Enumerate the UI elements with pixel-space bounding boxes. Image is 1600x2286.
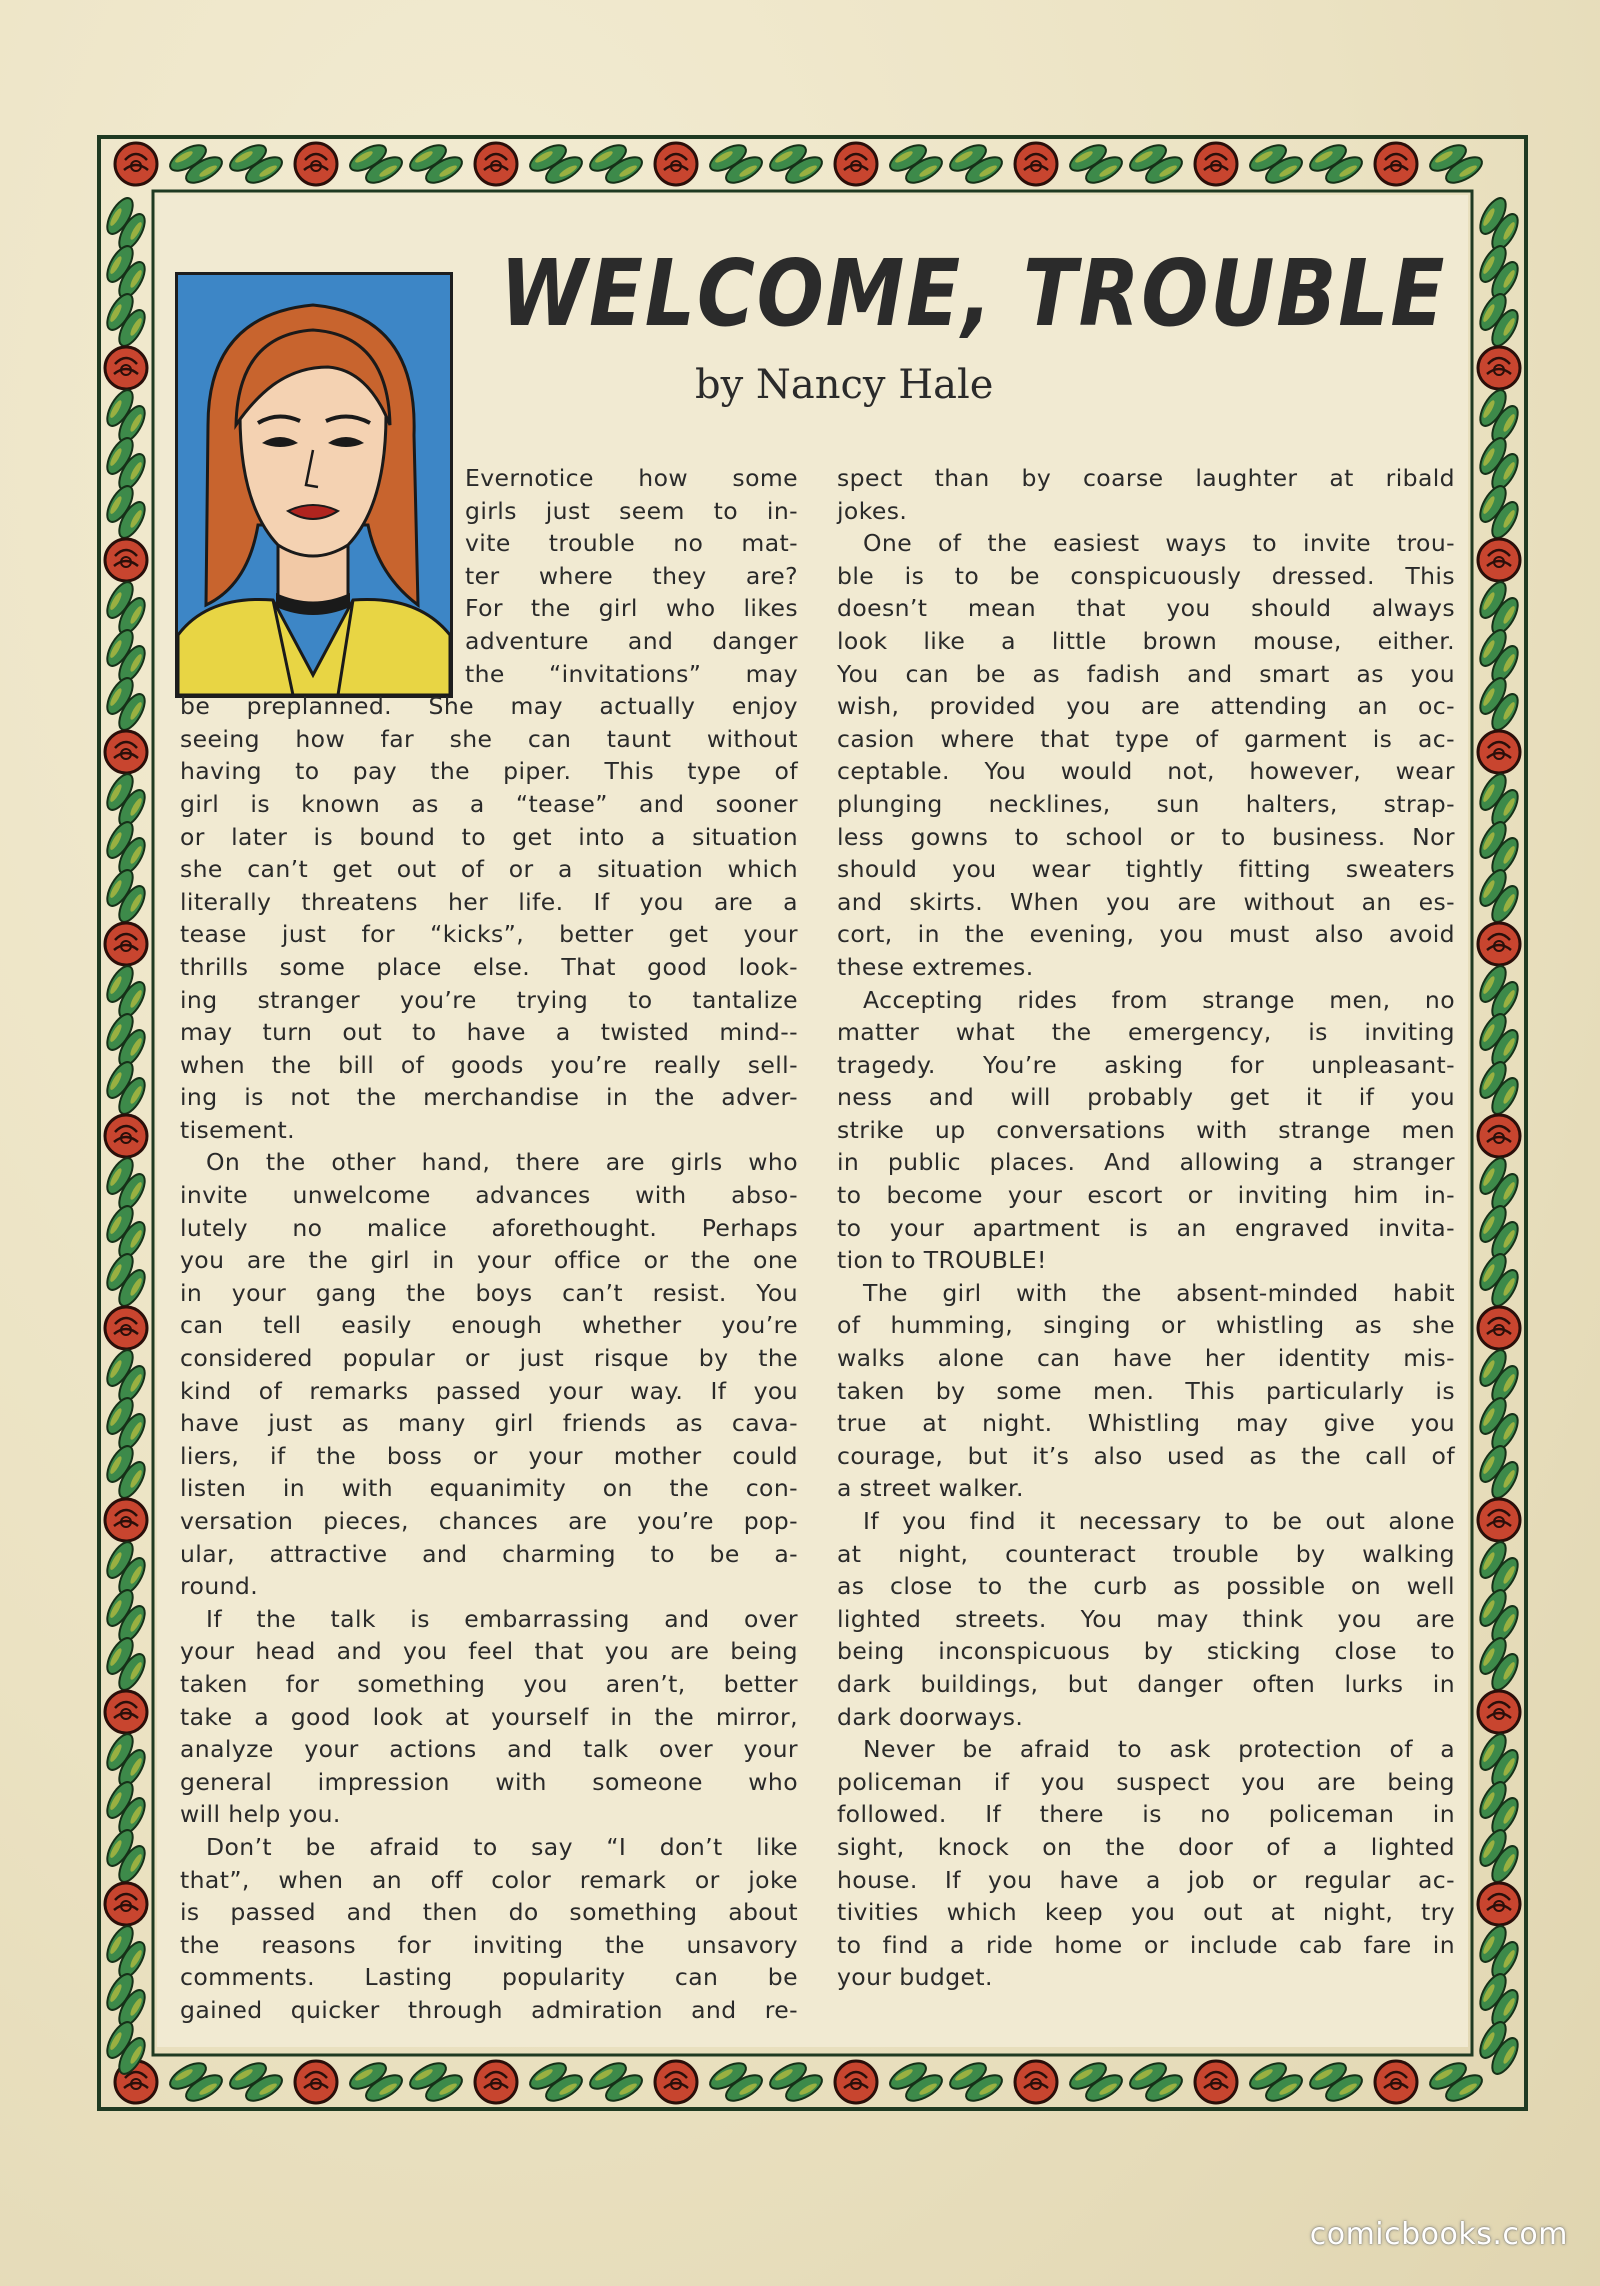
text-line: to your apartment is an engraved invita-: [837, 1213, 1455, 1242]
article-left-column: [180, 462, 798, 2027]
text-line: true at night. Whistling may give you: [837, 1409, 1455, 1438]
text-line: may turn out to have a twisted mind--: [180, 1018, 798, 1047]
text-line: invite unwelcome advances with abso-: [180, 1181, 798, 1210]
text-line: a street walker.: [837, 1474, 1024, 1503]
text-line: adventure and danger: [465, 626, 798, 655]
text-line: strike up conversations with strange men: [837, 1115, 1455, 1144]
text-line: casion where that type of garment is ac-: [837, 724, 1455, 753]
text-line: when the bill of goods you’re really sell-: [180, 1050, 798, 1079]
text-line: tion to TROUBLE!: [837, 1246, 1047, 1275]
text-line: vite trouble no mat-: [465, 529, 798, 558]
text-line: is passed and then do something about: [180, 1898, 798, 1927]
text-line: round.: [180, 1572, 259, 1601]
text-line: she can’t get out of or a situation which: [180, 855, 798, 884]
text-line: general impression with someone who: [180, 1767, 798, 1796]
text-line: girls just seem to in-: [465, 496, 798, 525]
text-line: wish, provided you are attending an oc-: [837, 692, 1455, 721]
text-line: in your gang the boys can’t resist. You: [180, 1278, 798, 1307]
text-line: dark buildings, but danger often lurks in: [837, 1669, 1455, 1698]
text-line: spect than by coarse laughter at ribald: [837, 464, 1455, 492]
text-line: kind of remarks passed your way. If you: [180, 1376, 798, 1405]
text-line: less gowns to school or to business. Nor: [837, 822, 1455, 851]
text-line: tisement.: [180, 1115, 295, 1144]
text-line: take a good look at yourself in the mirror,: [180, 1702, 798, 1731]
text-line: policeman if you suspect you are being: [837, 1767, 1455, 1796]
text-line: your budget.: [837, 1963, 993, 1992]
text-line: house. If you have a job or regular ac-: [837, 1865, 1455, 1894]
text-line: your head and you feel that you are being: [180, 1637, 798, 1666]
text-line: taken for something you aren’t, better: [180, 1669, 798, 1698]
text-line: the “invitations” may: [465, 659, 798, 688]
text-line: The girl with the absent-minded habit: [863, 1278, 1455, 1307]
text-line: cort, in the evening, you must also avoid: [837, 920, 1455, 949]
article-right-column: [837, 462, 1455, 1994]
text-line: tivities which keep you out at night, try: [837, 1898, 1455, 1927]
text-line: literally threatens her life. If you are a: [180, 887, 798, 916]
text-line: the reasons for inviting the unsavory: [180, 1930, 798, 1959]
text-line: you are the girl in your office or the one: [180, 1246, 798, 1275]
text-line: Accepting rides from strange men, no: [863, 985, 1455, 1014]
text-line: liers, if the boss or your mother could: [180, 1441, 798, 1470]
text-line: should you wear tightly fitting sweaters: [837, 855, 1455, 884]
text-line: doesn’t mean that you should always: [837, 594, 1455, 623]
text-line: look like a little brown mouse, either.: [837, 626, 1455, 655]
text-line: be preplanned. She may actually enjoy: [180, 692, 798, 721]
text-line: lutely no malice aforethought. Perhaps: [180, 1213, 798, 1242]
text-line: or later is bound to get into a situation: [180, 822, 798, 851]
text-line: For the girl who likes: [465, 594, 798, 623]
text-line: ceptable. You would not, however, wear: [837, 757, 1455, 786]
text-line: jokes.: [837, 496, 908, 525]
text-line: and skirts. When you are without an es-: [837, 887, 1455, 916]
text-line: On the other hand, there are girls who: [206, 1148, 798, 1177]
text-line: Never be afraid to ask protection of a: [863, 1735, 1455, 1764]
site-watermark: comicbooks.com: [1309, 2217, 1568, 2252]
text-line: comments. Lasting popularity can be: [180, 1963, 798, 1992]
text-line: as close to the curb as possible on well: [837, 1572, 1455, 1601]
text-line: ble is to be conspicuously dressed. This: [837, 561, 1455, 590]
text-line: walks alone can have her identity mis-: [837, 1344, 1455, 1373]
text-line: dark doorways.: [837, 1702, 1024, 1731]
text-line: versation pieces, chances are you’re pop-: [180, 1507, 798, 1535]
text-line: gained quicker through admiration and re-: [180, 1995, 798, 2024]
text-line: plunging necklines, sun halters, strap-: [837, 789, 1455, 818]
text-line: ness and will probably get it if you: [837, 1083, 1455, 1112]
text-line: being inconspicuous by sticking close to: [837, 1637, 1455, 1666]
text-line: lighted streets. You may think you are: [837, 1604, 1455, 1633]
text-line: of humming, singing or whistling as she: [837, 1311, 1455, 1340]
text-line: can tell easily enough whether you’re: [180, 1311, 798, 1340]
text-line: followed. If there is no policeman in: [837, 1800, 1455, 1829]
text-line: will help you.: [180, 1800, 341, 1829]
text-line: ter where they are?: [465, 561, 798, 590]
text-line: to become your escort or inviting him in-: [837, 1181, 1455, 1210]
article-title: WELCOME, TROUBLE: [500, 240, 1447, 347]
article-byline: by Nancy Hale: [695, 362, 994, 408]
text-line: tease just for “kicks”, better get your: [180, 920, 798, 949]
text-line: tragedy. You’re asking for unpleasant-: [837, 1050, 1455, 1079]
text-line: ing is not the merchandise in the adver-: [180, 1083, 798, 1112]
text-line: If you find it necessary to be out alone: [863, 1507, 1455, 1535]
text-line: sight, knock on the door of a lighted: [837, 1832, 1455, 1861]
text-line: at night, counteract trouble by walking: [837, 1539, 1455, 1568]
text-line: thrills some place else. That good look-: [180, 952, 798, 981]
text-line: courage, but it’s also used as the call of: [837, 1441, 1455, 1470]
text-line: ular, attractive and charming to be a-: [180, 1539, 798, 1568]
text-line: considered popular or just risque by the: [180, 1344, 798, 1373]
text-line: One of the easiest ways to invite trou-: [863, 529, 1455, 558]
text-line: Evernotice how some: [465, 464, 798, 492]
text-line: having to pay the piper. This type of: [180, 757, 798, 786]
text-line: Don’t be afraid to say “I don’t like: [206, 1832, 798, 1861]
text-line: taken by some men. This particularly is: [837, 1376, 1455, 1405]
text-line: in public places. And allowing a stranger: [837, 1148, 1455, 1177]
text-line: listen in with equanimity on the con-: [180, 1474, 798, 1503]
text-line: seeing how far she can taunt without: [180, 724, 798, 753]
text-line: girl is known as a “tease” and sooner: [180, 789, 798, 818]
text-line: ing stranger you’re trying to tantalize: [180, 985, 798, 1014]
text-line: If the talk is embarrassing and over: [206, 1604, 798, 1633]
text-line: these extremes.: [837, 952, 1034, 981]
text-line: analyze your actions and talk over your: [180, 1735, 798, 1764]
text-line: to find a ride home or include cab fare in: [837, 1930, 1455, 1959]
text-line: You can be as fadish and smart as you: [837, 659, 1455, 688]
text-line: matter what the emergency, is inviting: [837, 1018, 1455, 1047]
text-line: that”, when an off color remark or joke: [180, 1865, 798, 1894]
text-line: have just as many girl friends as cava-: [180, 1409, 798, 1438]
